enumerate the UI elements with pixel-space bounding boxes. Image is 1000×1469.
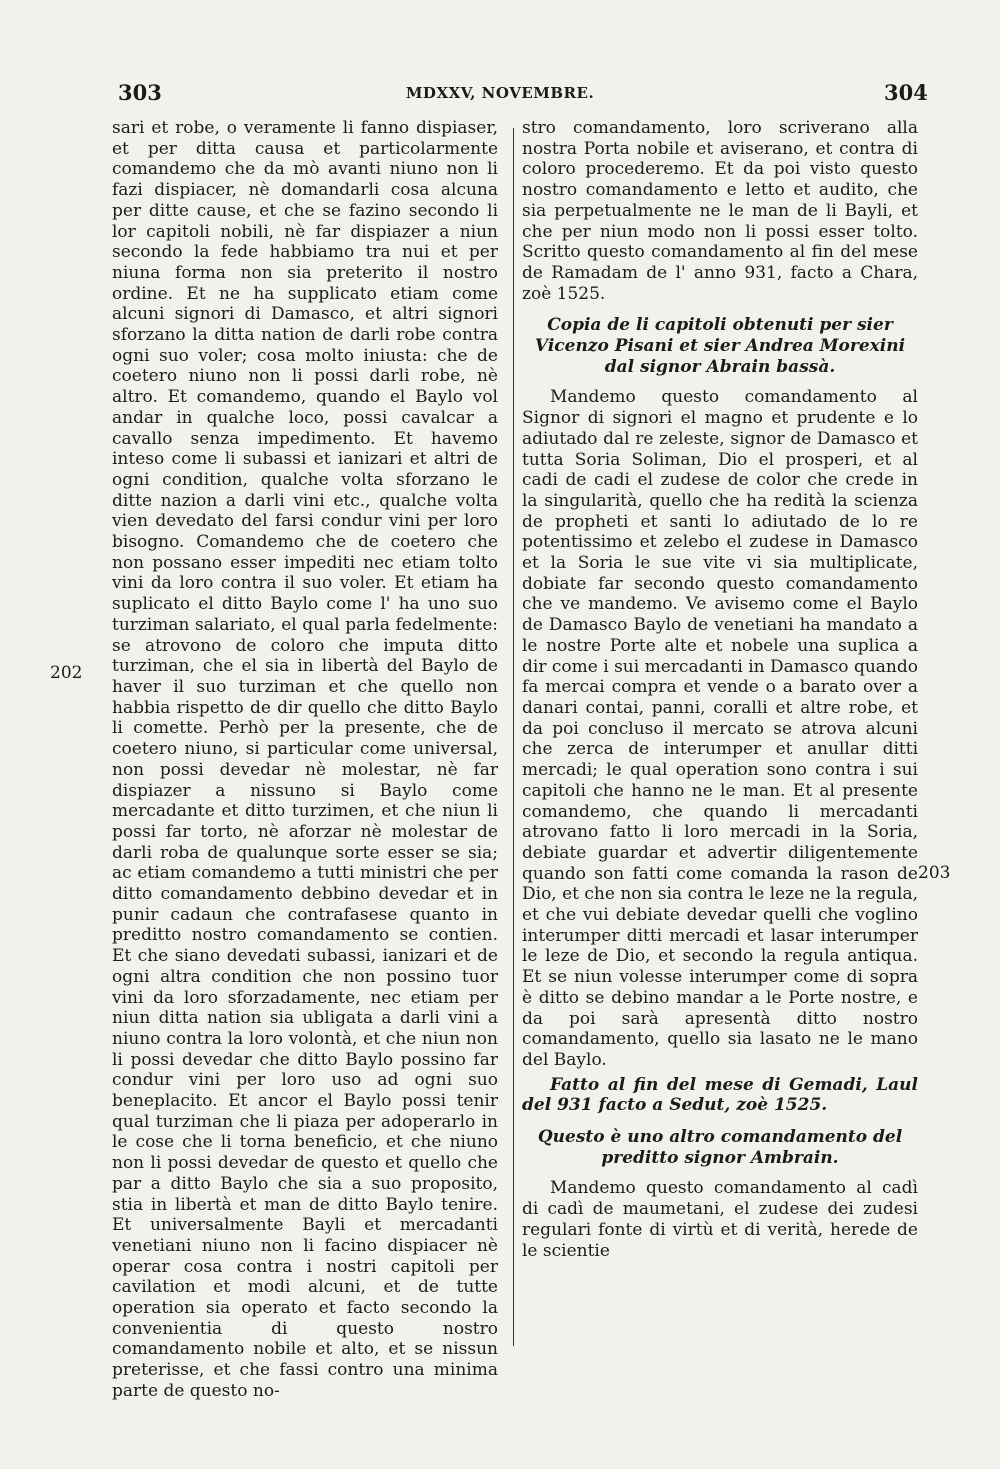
page-number-left: 303	[118, 80, 162, 105]
right-paragraph-1: stro comandamento, loro scriverano alla nostra Porta nobile et aviserano, et contra di coloro procederemo. Et da poi visto questo nostro comandamento e letto et audito, che sia perpetualmente ne le man de li Bayli, et che per niun modo non li possi esser tolto. Scritto questo comandamento al fin del mese de Ramadam de l' anno 931, facto a Chara, zoè 1525.	[522, 118, 918, 304]
column-divider	[513, 128, 514, 1346]
margin-note-left: 202	[50, 663, 83, 683]
right-paragraph-3: Mandemo questo comandamento al cadì di cadì de maumetani, el zudese dei zudesi regulari fonte di virtù et di verità, herede de le scientie	[522, 1178, 918, 1261]
margin-note-right: 203	[918, 863, 951, 883]
dateline: Fatto al fin del mese di Gemadi, Laul del 931 facto a Sedut, zoè 1525.	[522, 1074, 918, 1116]
section-heading-2: Questo è uno altro comandamento del preditto signor Ambrain.	[537, 1127, 903, 1168]
running-title: MDXXV, NOVEMBRE.	[405, 84, 595, 102]
section-heading-1: Copia de li capitoli obtenuti per sier Vicenzo Pisani et sier Andrea Morexini dal signor Abrain bassà.	[534, 315, 906, 377]
left-column-text: sari et robe, o veramente li fanno dispiaser, et per ditta causa et particolarmente comandemo che da mò avanti niuno non li fazi dispiacer, nè domandarli cosa alcuna per ditte cause, et che se fazino secondo li lor capitoli nobili, nè far dispiazer a niun secondo la fede habbiamo tra nui et per niuna forma non sia preterito il nostro ordine. Et ne ha supplicato etiam come alcuni signori di Damasco, et altri signori sforzano la ditta nation de darli robe contra ogni suo voler; cosa molto iniusta: che de coetero niuno non li possi darli robe, nè altro. Et comandemo, quando el Baylo vol andar in qualche loco, possi cavalcar a cavallo senza impedimento. Et havemo inteso come li subassi et ianizari et altri de ogni condition, qualche volta sforzano le ditte nazion a darli vini etc., qualche volta vien devedato del farsi condur vini per loro bisogno. Comandemo che de coetero che non possano esser impediti nec etiam tolto vini da loro contra il suo voler. Et etiam ha suplicato el ditto Baylo come l' ha uno suo turziman salariato, el qual parla fedelmente: se atrovono de coloro che imputa ditto turziman, che el sia in libertà del Baylo de haver il suo turziman et che quello non habbia rispetto de dir quello che ditto Baylo li comette. Perhò per la presente, che de coetero niuno, si particular come universal, non possi devedar nè molestar, nè far dispiazer a nissuno si Baylo come mercadante et ditto turzimen, et che niun li possi far torto, nè aforzar nè molestar de darli roba de qualunque sorte esser se sia; ac etiam comandemo a tutti ministri che per ditto comandamento debbino devedar et in punir cadaun che contrafasese quanto in preditto nostro comandamento se contien. Et che siano devedati subassi, ianizari et de ogni altra condition che non possino tuor vini da loro sforzadamente, nec etiam per niun ditta nation sia ubligata a darli vini a niuno contra la loro volontà, et che niun non li possi devedar che ditto Baylo possino far condur vini per loro uso ad ogni suo beneplacito. Et ancor el Baylo possi tenir qual turziman che li piaza per adoperarlo in le cose che li torna beneficio, et che niuno non li possi devedar de questo et quello che par a ditto Baylo che sia a suo proposito, stia in libertà et man de ditto Baylo tenire. Et universalmente Bayli et mercadanti venetiani niuno non li facino dispiacer nè operar cosa contra i nostri capitoli per cavilation et modi alcuni, et de tutte operation sia operato et facto secondo la convenientia di questo nostro comandamento nobile et alto, et se nissun preterisse, et che fassi contro una minima parte de questo no-	[112, 118, 498, 1401]
right-column	[522, 118, 918, 1261]
page-number-right: 304	[884, 80, 928, 105]
right-paragraph-2: Mandemo questo comandamento al Signor di signori el magno et prudente e lo adiutado dal re zeleste, signor de Damasco et tutta Soria Soliman, Dio el prosperi, et al cadi de cadi el zudese de color che crede in la singularità, quello che ha redità la scienza de propheti et santi lo adiutado de lo re potentissimo et zelebo el zudese in Damasco et la Soria le sue vite vi sia multiplicate, dobiate far secondo questo comandamento che ve mandemo. Ve avisemo come el Baylo de Damasco Baylo de venetiani ha mandato a le nostre Porte alte et nobele una suplica a dir come i sui mercadanti in Damasco quando fa mercai compra et vende o a barato over a danari contai, panni, coralli et altre robe, et da poi concluso il mercato se atrova alcuni che zerca de interumper et anullar ditti mercadi; le qual operation sono contra i sui capitoli che hanno ne le man. Et al presente comandemo, che quando li mercadanti atrovano fatto li loro mercadi in la Soria, debiate guardar et advertir diligentemente quando son fatti come comanda la rason de Dio, et che non sia contra le leze ne la regula, et che vui debiate devedar quelli che voglino interumper ditti mercadi et lasar interumper le leze de Dio, et secondo la regula antiqua. Et se niun volesse interumper come di sopra è ditto se debino mandar a le Porte nostre, e da poi sarà apresentà ditto nostro comandamento, quello sia lasato ne le mano del Baylo.	[522, 387, 918, 1070]
left-column	[112, 118, 498, 1402]
